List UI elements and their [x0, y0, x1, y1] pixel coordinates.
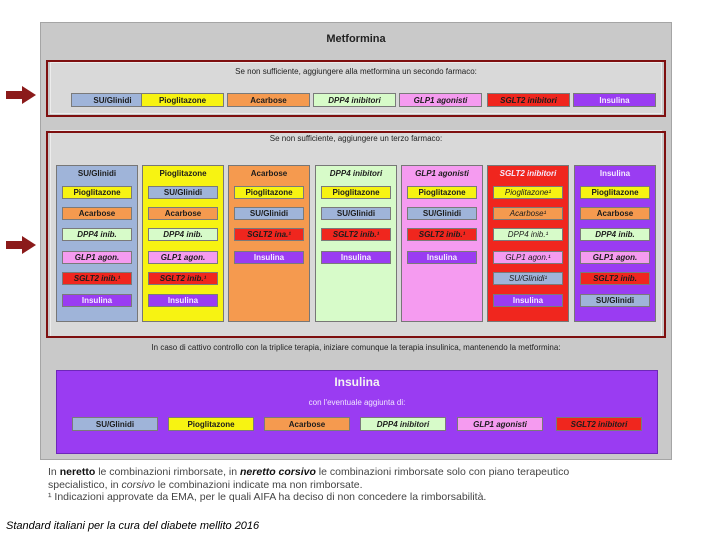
arrow-right-icon — [6, 86, 36, 104]
drug-box: GLP1 agon.¹ — [493, 251, 563, 264]
insulin-box-title: Insulina — [334, 375, 380, 389]
drug-box: Acarbose — [62, 207, 132, 220]
drug-box: GLP1 agonisti — [457, 417, 543, 431]
footnote — [48, 466, 688, 504]
source-caption: Standard italiani per la cura del diabete mellito 2016 — [6, 520, 260, 532]
arrow-right-icon — [6, 236, 36, 254]
drug-box: Acarbose¹ — [493, 207, 563, 220]
drug-box: SGLT2 inib. — [580, 272, 650, 285]
footnote-text: le combinazioni indicate ma non rimborsate. — [154, 478, 363, 491]
drug-box: SGLT2 ina.¹ — [234, 228, 304, 241]
drug-box: Insulina — [62, 294, 132, 307]
drug-column-header: Acarbose — [250, 169, 288, 178]
drug-box: SU/Glinidi — [71, 93, 154, 107]
drug-box: Pioglitazone — [234, 186, 304, 199]
drug-box: DPP4 inibitori — [313, 93, 396, 107]
drug-box: GLP1 agon. — [580, 251, 650, 264]
footnote-italic: corsivo — [121, 478, 155, 491]
drug-box: SGLT2 inib.¹ — [62, 272, 132, 285]
drug-box: GLP1 agon. — [62, 251, 132, 264]
drug-column-header: SU/Glinidi — [77, 169, 117, 178]
footnote-text: In — [48, 466, 60, 478]
drug-column-header: Pioglitazone — [159, 169, 207, 178]
highlight-frame-second — [46, 60, 666, 117]
drug-box: SU/Glinidi¹ — [493, 272, 563, 285]
footnote-text: le combinazioni rimborsate, in — [95, 466, 241, 478]
drug-box: SU/Glinidi — [148, 186, 218, 199]
drug-box: Acarbose — [227, 93, 310, 107]
footnote-bold: neretto — [59, 466, 96, 478]
footnote-text: le combinazioni rimborsate solo con piano terapeutico — [315, 466, 570, 478]
drug-box: SU/Glinidi — [321, 207, 391, 220]
drug-box: Insulina — [493, 294, 563, 307]
drug-column-header: Insulina — [599, 169, 631, 178]
drug-box: GLP1 agon. — [148, 251, 218, 264]
diagram-title: Metformina — [326, 33, 386, 45]
insulin-box-subtitle: con l'eventuale aggiunta di: — [308, 398, 406, 407]
drug-box: SGLT2 inib.¹ — [321, 228, 391, 241]
drug-box: Pioglitazone — [141, 93, 224, 107]
drug-box: Pioglitazone — [168, 417, 254, 431]
drug-box: SU/Glinidi — [580, 294, 650, 307]
drug-box: GLP1 agonisti — [399, 93, 482, 107]
second-drug-note: Se non sufficiente, aggiungere alla metformina un secondo farmaco: — [235, 67, 477, 76]
drug-box: Acarbose — [148, 207, 218, 220]
drug-box: SU/Glinidi — [407, 207, 477, 220]
drug-box: SGLT2 inibitori — [556, 417, 642, 431]
drug-box: Pioglitazone — [580, 186, 650, 199]
drug-column-header: GLP1 agonisti — [415, 169, 469, 178]
footnote-bold-italic: neretto corsivo — [240, 466, 316, 478]
drug-box: Insulina — [148, 294, 218, 307]
drug-box: DPP4 inib. — [580, 228, 650, 241]
drug-box: SGLT2 inib.¹ — [148, 272, 218, 285]
footnote-text: specialistico, in — [48, 478, 122, 491]
drug-box: Insulina — [573, 93, 656, 107]
drug-box: DPP4 inib. — [62, 228, 132, 241]
drug-box: SGLT2 inib.¹ — [407, 228, 477, 241]
drug-box: Insulina — [407, 251, 477, 264]
drug-box: DPP4 inib. — [148, 228, 218, 241]
drug-box: Pioglitazone — [62, 186, 132, 199]
drug-box: Insulina — [321, 251, 391, 264]
third-drug-note: Se non sufficiente, aggiungere un terzo farmaco: — [269, 134, 443, 143]
drug-box: Pioglitazone — [321, 186, 391, 199]
drug-box: SGLT2 inibitori — [487, 93, 570, 107]
triple-therapy-note: In caso di cattivo controllo con la triplice terapia, iniziare comunque la terapia insulinica, mantenendo la metformina: — [151, 343, 561, 352]
drug-box: Pioglitazone¹ — [493, 186, 563, 199]
drug-box: DPP4 inibitori — [360, 417, 446, 431]
drug-column-header: DPP4 inibitori — [329, 169, 383, 178]
drug-box: Acarbose — [264, 417, 350, 431]
drug-column-header: SGLT2 inibitori — [499, 169, 557, 178]
drug-box: SU/Glinidi — [72, 417, 158, 431]
drug-box: SU/Glinidi — [234, 207, 304, 220]
drug-box: DPP4 inib.¹ — [493, 228, 563, 241]
insulin-box — [56, 370, 658, 454]
footnote-text: ¹ Indicazioni approvate da EMA, per le quali AIFA ha deciso di non concedere la rimborsabilità. — [48, 491, 487, 503]
drug-box: Pioglitazone — [407, 186, 477, 199]
drug-box: Acarbose — [580, 207, 650, 220]
drug-box: Insulina — [234, 251, 304, 264]
